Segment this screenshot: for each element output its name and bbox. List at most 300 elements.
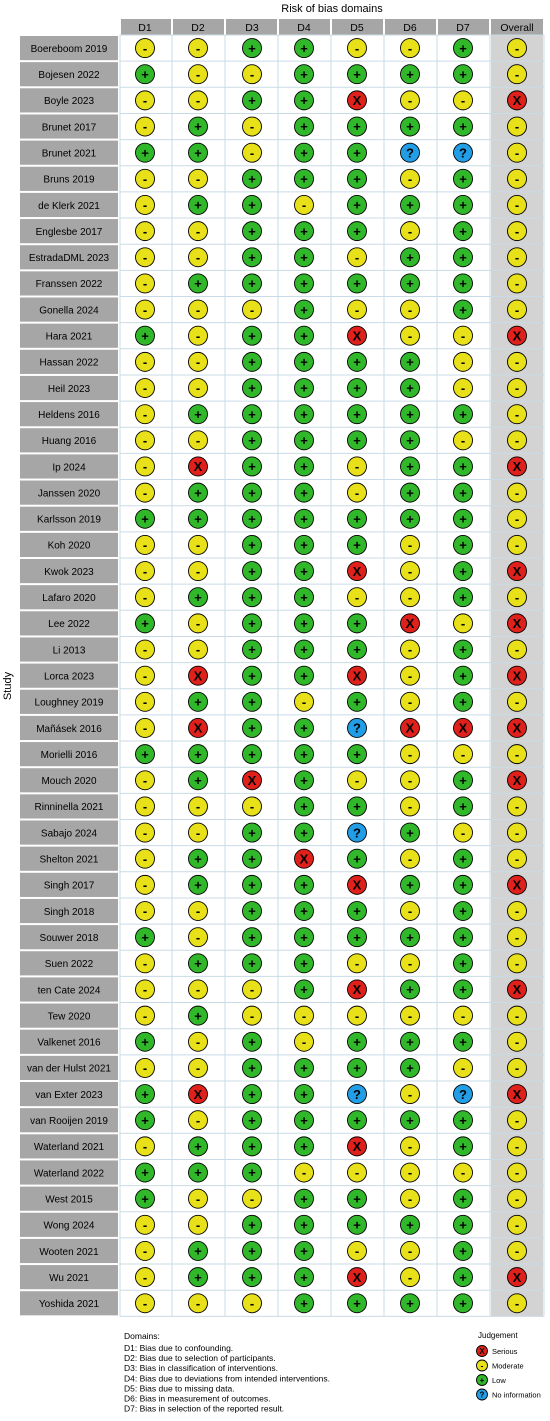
judgement-cell-d5 xyxy=(348,274,367,293)
judgement-cell-overall xyxy=(508,614,527,633)
study-label-wu-2021: Wu 2021 xyxy=(49,1272,89,1284)
judgement-cell-d7 xyxy=(454,117,473,136)
judgement-cell-d2 xyxy=(189,1215,208,1234)
judgement-cell-d5 xyxy=(348,849,367,868)
judgement-cell-d3 xyxy=(243,797,262,816)
judgement-cell-d2 xyxy=(189,117,208,136)
judgement-cell-d4 xyxy=(295,902,314,921)
judgement-cell-d6 xyxy=(401,195,420,214)
study-label-franssen-2022: Franssen 2022 xyxy=(35,279,103,291)
judgement-symbol: - xyxy=(195,249,201,265)
study-label-lafaro-2020: Lafaro 2020 xyxy=(42,593,96,605)
judgement-cell-d2 xyxy=(189,39,208,58)
judgement-symbol: X xyxy=(512,563,522,579)
judgement-cell-overall xyxy=(508,117,527,136)
judgement-symbol: X xyxy=(193,720,203,736)
judgement-symbol: + xyxy=(141,616,149,632)
judgement-symbol: - xyxy=(514,642,520,658)
study-label-van-exter-2023: van Exter 2023 xyxy=(35,1089,103,1101)
judgement-cell-d5 xyxy=(348,457,367,476)
judgement-cell-d3 xyxy=(243,718,262,737)
judgement-symbol: X xyxy=(512,877,522,893)
judgement-symbol: - xyxy=(142,276,148,292)
judgement-cell-d2 xyxy=(189,91,208,110)
judgement-cell-overall xyxy=(508,1163,527,1182)
judgement-symbol: + xyxy=(459,642,467,658)
judgement-cell-d7 xyxy=(454,169,473,188)
judgement-cell-d7 xyxy=(454,195,473,214)
judgement-cell-overall xyxy=(508,1294,527,1313)
judgement-cell-d6 xyxy=(401,718,420,737)
judgement-cell-overall xyxy=(508,902,527,921)
judgement-cell-d3 xyxy=(243,562,262,581)
judgement-symbol: ? xyxy=(459,1086,467,1102)
judgement-symbol: + xyxy=(248,720,256,736)
judgement-symbol: - xyxy=(142,249,148,265)
judgement-cell-d4 xyxy=(295,718,314,737)
judgement-symbol: + xyxy=(194,1243,202,1259)
judgement-symbol: - xyxy=(142,982,148,998)
judgement-symbol: - xyxy=(460,433,466,449)
judgement-cell-d2 xyxy=(189,222,208,241)
judgement-symbol: - xyxy=(407,903,413,919)
judgement-cell-d7 xyxy=(454,1241,473,1260)
judgement-cell-d5 xyxy=(348,666,367,685)
table-row xyxy=(20,794,527,818)
judgement-symbol: + xyxy=(300,1060,308,1076)
judgement-symbol: + xyxy=(353,223,361,239)
judgement-symbol: - xyxy=(460,746,466,762)
study-label-waterland-2021: Waterland 2021 xyxy=(33,1142,105,1154)
judgement-symbol: - xyxy=(354,485,360,501)
judgement-symbol: - xyxy=(460,1008,466,1024)
judgement-symbol: + xyxy=(300,119,308,135)
domains-legend-items xyxy=(124,1343,330,1414)
judgement-cell-d3 xyxy=(243,588,262,607)
judgement-symbol: - xyxy=(407,537,413,553)
judgement-cell-d7 xyxy=(454,718,473,737)
judgement-symbol: X xyxy=(193,1086,203,1102)
judgement-cell-d6 xyxy=(401,326,420,345)
judgement-symbol: - xyxy=(460,1060,466,1076)
table-row xyxy=(20,1108,527,1132)
judgement-symbol: - xyxy=(514,249,520,265)
judgement-symbol: - xyxy=(514,1060,520,1076)
judgement-symbol: + xyxy=(248,1269,256,1285)
judgement-symbol: + xyxy=(248,197,256,213)
judgement-cell-d5 xyxy=(348,509,367,528)
judgement-symbol: + xyxy=(141,1165,149,1181)
judgement-symbol: - xyxy=(142,40,148,56)
judgement-cell-d1 xyxy=(136,1294,155,1313)
judgement-symbol: X xyxy=(512,982,522,998)
judgement-cell-d4 xyxy=(295,980,314,999)
judgement-symbol: + xyxy=(459,537,467,553)
judgement-cell-d5 xyxy=(348,352,367,371)
judgement-cell-d2 xyxy=(189,1137,208,1156)
judgement-cell-d3 xyxy=(243,431,262,450)
judgement-cell-d7 xyxy=(454,65,473,84)
judgement-symbol: + xyxy=(248,746,256,762)
table-row xyxy=(20,716,527,740)
judgement-cell-d4 xyxy=(295,1006,314,1025)
table-row xyxy=(20,611,527,635)
judgement-symbol: + xyxy=(406,380,414,396)
judgement-cell-d7 xyxy=(454,431,473,450)
judgement-cell-d4 xyxy=(295,483,314,502)
judgement-symbol: + xyxy=(406,825,414,841)
judgement-cell-overall xyxy=(508,169,527,188)
table-row xyxy=(20,1134,527,1158)
table-row xyxy=(20,507,527,531)
judgement-symbol: + xyxy=(300,380,308,396)
judgement-symbol: + xyxy=(248,276,256,292)
judgement-cell-d3 xyxy=(243,1137,262,1156)
judgement-cell-d1 xyxy=(136,195,155,214)
judgement-symbol: - xyxy=(195,1060,201,1076)
judgement-symbol: - xyxy=(142,563,148,579)
judgement-symbol: - xyxy=(195,799,201,815)
judgement-cell-d5 xyxy=(348,1189,367,1208)
judgement-symbol: X xyxy=(352,668,362,684)
judgement-symbol: + xyxy=(194,694,202,710)
judgement-symbol: + xyxy=(194,406,202,422)
judgement-cell-d6 xyxy=(401,535,420,554)
judgement-symbol: - xyxy=(195,93,201,109)
judgement-cell-d3 xyxy=(243,849,262,868)
judgement-symbol: + xyxy=(248,459,256,475)
judgement-cell-overall xyxy=(508,1268,527,1287)
study-label-bojesen-2022: Bojesen 2022 xyxy=(38,70,100,82)
judgement-cell-d1 xyxy=(136,718,155,737)
judgement-symbol: + xyxy=(459,799,467,815)
judgement-symbol: + xyxy=(406,1060,414,1076)
judgement-symbol: - xyxy=(195,223,201,239)
judgement-cell-d4 xyxy=(295,1085,314,1104)
judgement-symbol: X xyxy=(512,772,522,788)
judgement-symbol: - xyxy=(142,485,148,501)
judgement-symbol: + xyxy=(459,563,467,579)
judgement-cell-d1 xyxy=(136,771,155,790)
judgement-cell-d7 xyxy=(454,849,473,868)
judgement-cell-d3 xyxy=(243,666,262,685)
judgement-symbol: - xyxy=(142,694,148,710)
judgement-cell-d1 xyxy=(136,1241,155,1260)
table-row xyxy=(20,271,527,295)
judgement-symbol: - xyxy=(142,799,148,815)
judgement-symbol: - xyxy=(407,746,413,762)
judgement-symbol: ? xyxy=(353,720,361,736)
judgement-cell-d6 xyxy=(401,849,420,868)
judgement-cell-d7 xyxy=(454,1137,473,1156)
judgement-symbol: X xyxy=(479,1346,485,1356)
judgement-symbol: - xyxy=(354,772,360,788)
judgement-legend-label: No information xyxy=(492,1390,541,1400)
judgement-symbol: + xyxy=(300,485,308,501)
judgement-cell-d4 xyxy=(295,1111,314,1130)
judgement-cell-overall xyxy=(508,1032,527,1051)
judgement-cell-d2 xyxy=(189,771,208,790)
judgement-cell-d5 xyxy=(348,614,367,633)
study-label-koh-2020: Koh 2020 xyxy=(47,540,91,552)
judgement-cell-d3 xyxy=(243,875,262,894)
judgement-cell-d4 xyxy=(295,823,314,842)
judgement-symbol: + xyxy=(300,877,308,893)
judgement-cell-d7 xyxy=(454,1032,473,1051)
judgement-cell-d4 xyxy=(295,562,314,581)
judgement-symbol: - xyxy=(460,328,466,344)
judgement-cell-d3 xyxy=(243,117,262,136)
judgement-cell-d1 xyxy=(136,588,155,607)
judgement-cell-d4 xyxy=(295,954,314,973)
judgement-cell-d5 xyxy=(348,640,367,659)
judgement-cell-d1 xyxy=(136,405,155,424)
judgement-cell-d3 xyxy=(243,823,262,842)
judgement-cell-d2 xyxy=(189,1085,208,1104)
judgement-symbol: + xyxy=(248,825,256,841)
judgement-symbol: + xyxy=(248,406,256,422)
judgement-symbol: X xyxy=(193,459,203,475)
judgement-cell-d5 xyxy=(348,117,367,136)
judgement-cell-d5 xyxy=(348,1215,367,1234)
judgement-symbol: - xyxy=(142,642,148,658)
judgement-cell-d3 xyxy=(243,1085,262,1104)
judgement-symbol: + xyxy=(194,197,202,213)
judgement-cell-d1 xyxy=(136,379,155,398)
study-label-morielli-2016: Morielli 2016 xyxy=(40,749,98,761)
study-label-boereboom-2019: Boereboom 2019 xyxy=(30,43,108,55)
table-row xyxy=(20,899,527,923)
domain-legend-item: D1: Bias due to confounding. xyxy=(124,1343,234,1353)
judgement-cell-d3 xyxy=(243,535,262,554)
judgement-cell-d6 xyxy=(401,1085,420,1104)
judgement-cell-d1 xyxy=(136,1006,155,1025)
judgement-cell-overall xyxy=(508,1085,527,1104)
judgement-symbol: + xyxy=(300,956,308,972)
judgement-symbol: + xyxy=(353,433,361,449)
study-label-mouch-2020: Mouch 2020 xyxy=(41,776,97,788)
judgement-cell-d4 xyxy=(295,431,314,450)
judgement-symbol: + xyxy=(353,929,361,945)
judgement-cell-d6 xyxy=(401,771,420,790)
judgement-cell-d2 xyxy=(189,1241,208,1260)
y-axis-label: Study xyxy=(2,671,14,701)
judgement-cell-overall xyxy=(508,666,527,685)
judgement-symbol: - xyxy=(407,302,413,318)
study-label-singh-2018: Singh 2018 xyxy=(43,906,95,918)
study-label-englesbe-2017: Englesbe 2017 xyxy=(35,226,103,238)
judgement-symbol: + xyxy=(459,903,467,919)
judgement-cell-d3 xyxy=(243,692,262,711)
judgement-cell-d1 xyxy=(136,928,155,947)
judgement-cell-d1 xyxy=(136,902,155,921)
judgement-symbol: + xyxy=(248,903,256,919)
judgement-symbol: - xyxy=(142,1060,148,1076)
judgement-cell-d1 xyxy=(136,535,155,554)
judgement-symbol: - xyxy=(195,642,201,658)
chart-title: Risk of bias domains xyxy=(281,3,383,15)
judgement-cell-d5 xyxy=(348,1268,367,1287)
judgement-symbol: - xyxy=(354,589,360,605)
judgement-cell-d7 xyxy=(454,143,473,162)
judgement-symbol: - xyxy=(514,406,520,422)
judgement-cell-d7 xyxy=(454,588,473,607)
judgement-symbol: + xyxy=(459,171,467,187)
judgement-symbol: + xyxy=(459,668,467,684)
judgement-cell-d2 xyxy=(189,195,208,214)
judgement-cell-d6 xyxy=(401,1163,420,1182)
judgement-cell-d2 xyxy=(189,588,208,607)
judgement-cell-d5 xyxy=(348,1032,367,1051)
judgement-symbol: + xyxy=(353,511,361,527)
judgement-symbol: + xyxy=(353,171,361,187)
table-row xyxy=(20,376,527,400)
judgement-symbol: - xyxy=(195,302,201,318)
judgement-symbol: - xyxy=(301,1008,307,1024)
judgement-symbol: + xyxy=(248,1034,256,1050)
judgement-cell-d3 xyxy=(243,91,262,110)
judgement-cell-d2 xyxy=(189,1058,208,1077)
judgement-symbol: - xyxy=(514,694,520,710)
judgement-symbol: - xyxy=(142,956,148,972)
column-header-d5: D5 xyxy=(350,22,364,34)
judgement-symbol: - xyxy=(142,93,148,109)
judgement-symbol: - xyxy=(249,145,255,161)
judgement-cell-d3 xyxy=(243,169,262,188)
judgement-symbol: + xyxy=(459,772,467,788)
judgement-symbol: + xyxy=(406,66,414,82)
judgement-cell-d4 xyxy=(295,117,314,136)
judgement-cell-d4 xyxy=(295,1137,314,1156)
study-label-brunet-2021: Brunet 2021 xyxy=(41,148,97,160)
judgement-symbol: + xyxy=(300,1243,308,1259)
judgement-symbol: + xyxy=(248,1112,256,1128)
table-row xyxy=(20,821,527,845)
judgement-symbol: + xyxy=(194,589,202,605)
judgement-cell-d7 xyxy=(454,980,473,999)
judgement-cell-d6 xyxy=(401,640,420,659)
judgement-cell-d1 xyxy=(136,1163,155,1182)
judgement-cell-d1 xyxy=(136,562,155,581)
study-label-wong-2024: Wong 2024 xyxy=(43,1220,95,1232)
judgement-cell-d7 xyxy=(454,745,473,764)
column-header-row xyxy=(121,19,543,35)
judgement-symbol: + xyxy=(248,354,256,370)
judgement-cell-d1 xyxy=(136,640,155,659)
judgement-symbol: + xyxy=(353,1191,361,1207)
judgement-cell-d5 xyxy=(348,745,367,764)
judgement-cell-d1 xyxy=(136,222,155,241)
table-row xyxy=(20,88,527,112)
judgement-cell-d5 xyxy=(348,483,367,502)
judgement-cell-d4 xyxy=(295,405,314,424)
judgement-symbol: - xyxy=(514,746,520,762)
judgement-cell-d5 xyxy=(348,91,367,110)
study-label-lee-2022: Lee 2022 xyxy=(48,619,90,631)
judgement-cell-overall xyxy=(508,379,527,398)
judgement-cell-d2 xyxy=(189,300,208,319)
judgement-symbol: - xyxy=(407,1139,413,1155)
judgement-symbol: - xyxy=(514,40,520,56)
judgement-symbol: + xyxy=(248,616,256,632)
judgement-cell-overall xyxy=(508,535,527,554)
table-row xyxy=(20,36,527,60)
judgement-symbol: + xyxy=(300,799,308,815)
study-label-yoshida-2021: Yoshida 2021 xyxy=(38,1299,100,1311)
judgement-symbol: - xyxy=(354,459,360,475)
judgement-cell-d6 xyxy=(401,928,420,947)
study-label-brunet-2017: Brunet 2017 xyxy=(41,122,97,134)
judgement-cell-d4 xyxy=(295,352,314,371)
judgement-symbol: - xyxy=(142,877,148,893)
judgement-symbol: - xyxy=(195,1034,201,1050)
judgement-symbol: + xyxy=(194,511,202,527)
study-label-boyle-2023: Boyle 2023 xyxy=(43,96,95,108)
judgement-symbol: + xyxy=(300,1139,308,1155)
judgement-cell-d4 xyxy=(295,535,314,554)
domain-legend-item: D3: Bias in classification of interventions. xyxy=(124,1363,279,1374)
study-label-li-2013: Li 2013 xyxy=(52,645,86,657)
judgement-cell-d6 xyxy=(401,274,420,293)
judgement-symbol: + xyxy=(248,380,256,396)
judgement-symbol: + xyxy=(194,145,202,161)
judgement-symbol: + xyxy=(300,459,308,475)
judgement-cell-d6 xyxy=(401,562,420,581)
judgement-cell-d5 xyxy=(348,379,367,398)
judgement-cell-overall xyxy=(508,1006,527,1025)
judgement-cell-d6 xyxy=(401,954,420,973)
judgement-cell-d7 xyxy=(454,509,473,528)
judgement-symbol: + xyxy=(459,511,467,527)
judgement-symbol: + xyxy=(300,929,308,945)
study-label-wooten-2021: Wooten 2021 xyxy=(39,1246,99,1258)
judgement-symbol: - xyxy=(142,197,148,213)
judgement-symbol: + xyxy=(248,851,256,867)
judgement-symbol: - xyxy=(514,851,520,867)
judgement-cell-d1 xyxy=(136,954,155,973)
judgement-symbol: - xyxy=(142,772,148,788)
judgement-symbol: X xyxy=(512,459,522,475)
judgement-symbol: + xyxy=(406,982,414,998)
judgement-symbol: + xyxy=(300,406,308,422)
judgement-cell-d5 xyxy=(348,980,367,999)
judgement-legend-label: Moderate xyxy=(492,1361,524,1371)
judgement-symbol: - xyxy=(249,982,255,998)
table-row xyxy=(20,114,527,138)
judgement-symbol: - xyxy=(407,668,413,684)
judgement-cell-d2 xyxy=(189,1163,208,1182)
study-label-manasek-2016: Mañásek 2016 xyxy=(36,723,102,735)
judgement-cell-overall xyxy=(508,849,527,868)
judgement-symbol: + xyxy=(248,1217,256,1233)
judgement-symbol: - xyxy=(514,1165,520,1181)
judgement-cell-d6 xyxy=(401,457,420,476)
judgement-symbol: - xyxy=(514,433,520,449)
table-row xyxy=(20,1160,527,1184)
judgement-cell-d3 xyxy=(243,771,262,790)
judgement-cell-d6 xyxy=(401,666,420,685)
judgement-cell-overall xyxy=(508,640,527,659)
table-row xyxy=(20,62,527,86)
judgement-cell-d2 xyxy=(189,535,208,554)
study-label-gonella-2024: Gonella 2024 xyxy=(39,305,99,317)
judgement-symbol: + xyxy=(248,433,256,449)
judgement-symbol: + xyxy=(194,1139,202,1155)
column-header-d3: D3 xyxy=(245,22,259,34)
judgement-cell-d4 xyxy=(295,1058,314,1077)
judgement-legend-item-low xyxy=(477,1375,507,1386)
judgement-cell-d7 xyxy=(454,614,473,633)
